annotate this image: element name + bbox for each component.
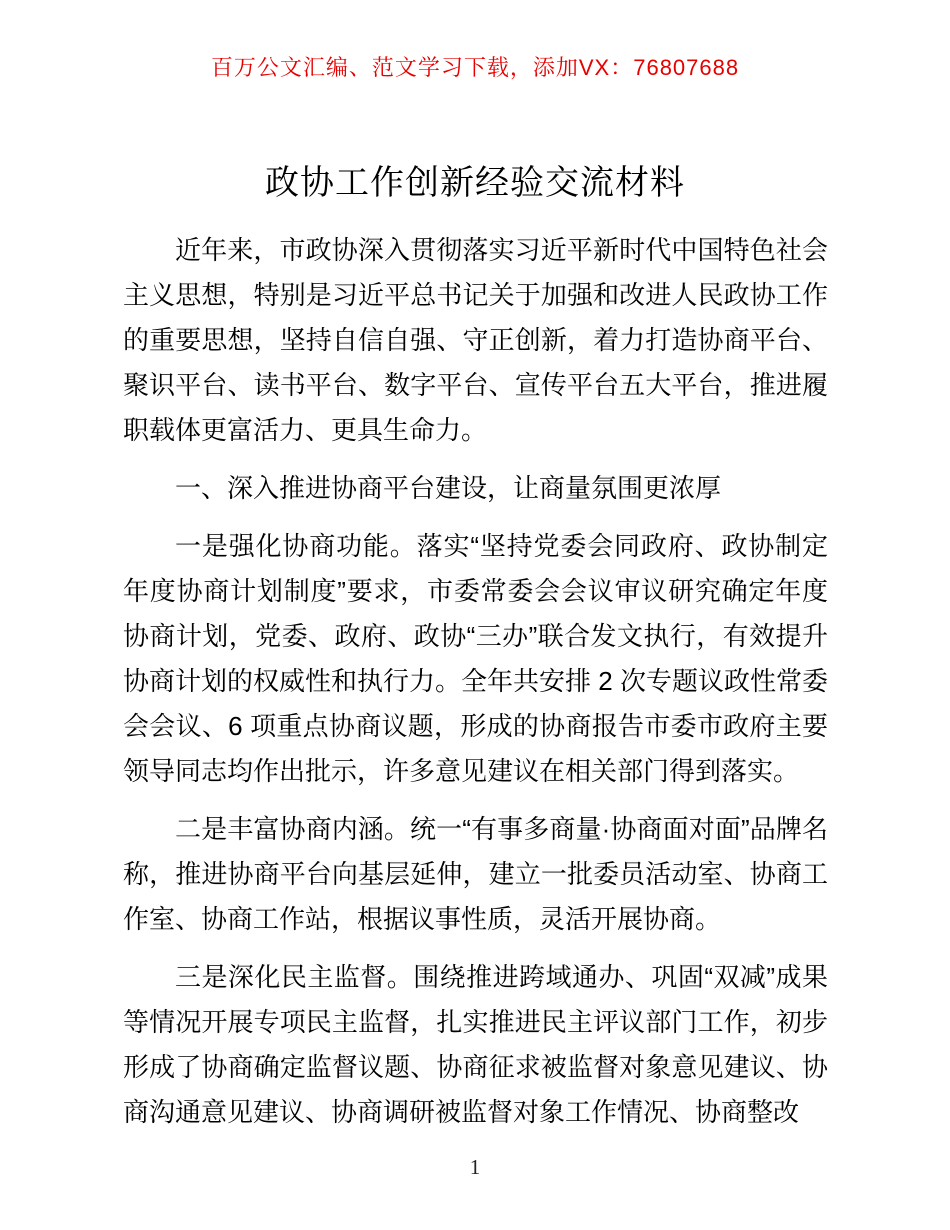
promo-header-notice: 百万公文汇编、范文学习下载，添加VX：76807688 [210, 55, 740, 80]
paragraph-point-3: 三是深化民主监督。围绕推进跨域通办、巩固“双减”成果等情况开展专项民主监督，扎实推进民主评议部门工作，初步形成了协商确定监督议题、协商征求被监督对象意见建议、协商沟通意见建议、协商调研被监督对象工作情况、协商整改 [123, 962, 828, 1127]
paragraph-point-2: 二是丰富协商内涵。统一“有事多商量·协商面对面”品牌名称，推进协商平台向基层延伸，建立一批委员活动室、协商工作室、协商工作站，根据议事性质，灵活开展协商。 [123, 814, 828, 934]
section-heading-1: 一、深入推进协商平台建设，让商量氛围更浓厚 [175, 473, 722, 503]
page-number: 1 [469, 1155, 481, 1179]
document-body [123, 228, 828, 1148]
document-title: 政协工作创新经验交流材料 [265, 164, 685, 202]
paragraph-intro: 近年来，市政协深入贯彻落实习近平新时代中国特色社会主义思想，特别是习近平总书记关于加强和改进人民政协工作的重要思想，坚持自信自强、守正创新，着力打造协商平台、聚识平台、读书平台、数字平台、宣传平台五大平台，推进履职载体更富活力、更具生命力。 [123, 235, 828, 445]
paragraph-point-1: 一是强化协商功能。落实“坚持党委会同政府、政协制定年度协商计划制度”要求，市委常委会会议审议研究确定年度协商计划，党委、政府、政协“三办”联合发文执行，有效提升协商计划的权威性和执行力。全年共安排 2 次专题议政性常委会会议、6 项重点协商议题，形成的协商报告市委市政府主要领导同志均作出批示，许多意见建议在相关部门得到落实。 [123, 531, 828, 786]
